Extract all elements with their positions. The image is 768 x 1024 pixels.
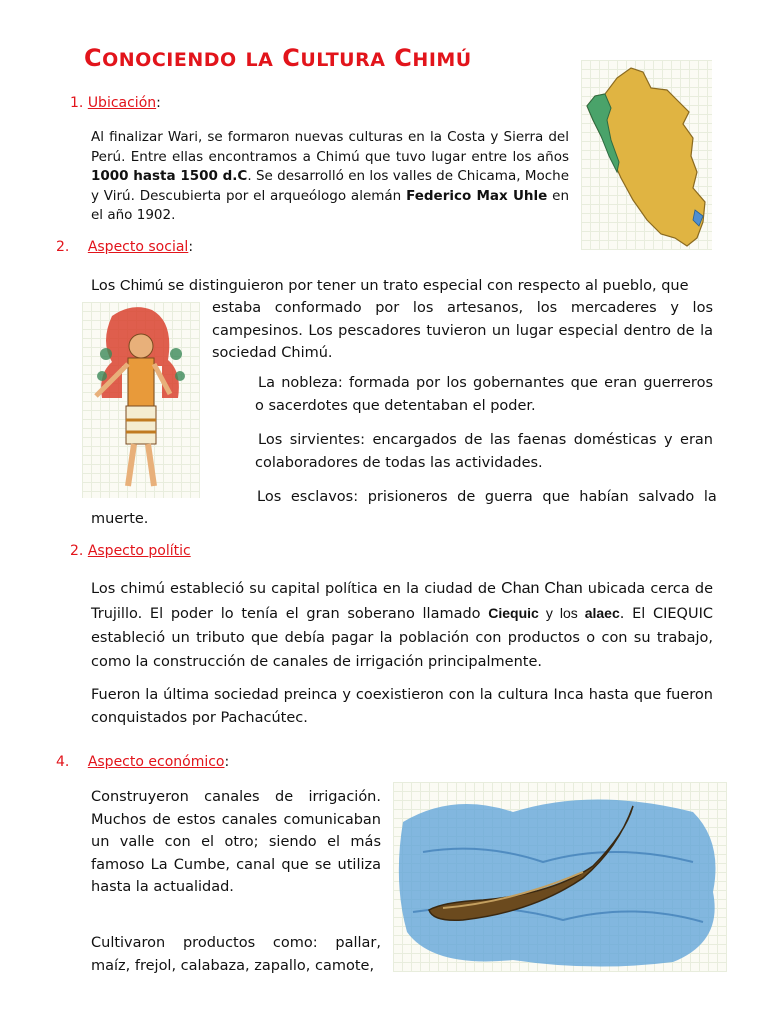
politico-paragraph-2: Fueron la última sociedad preinca y coexistieron con la cultura Inca hasta que fueron conquistados por Pachacútec. (91, 687, 713, 726)
ubicacion-paragraph: Al finalizar Wari, se formaron nuevas culturas en la Costa y Sierra del Perú. Entre ellas encontramos a Chimú que tuvo lugar entre los años 1000 hasta 1500 d.C. Se desarrolló en los valles de Chicama, Moche y Virú. Descubierta por el arqueólogo alemán Federico Max Uhle en el año 1902. (91, 129, 570, 223)
social-composition-paragraph: estaba conformado por los artesanos, los mercaderes y los campesinos. Los pescadores tuvieron un lugar especial dentro de la sociedad Chimú. (212, 300, 713, 361)
economico-paragraph: Construyeron canales de irrigación. Muchos de estos canales comunicaban un valle con el otro; siendo el más famoso La Cumbe, canal que se utiliza hasta la actualidad. (91, 789, 381, 895)
page-title: CONOCIENDO LA CULTURA CHIMÚ (84, 44, 472, 72)
economico-paragraph-2: Cultivaron productos como: pallar, maíz, frejol, calabaza, zapallo, camote, (91, 935, 381, 974)
nobleza-paragraph: La nobleza: formada por los gobernantes que eran guerreros o sacerdotes que detentaban el poder. (255, 375, 713, 414)
social-link[interactable]: Aspecto social (87, 239, 189, 255)
section-heading-politico: 2. Aspecto polític (70, 543, 191, 559)
politico-link[interactable]: Aspecto polític (87, 543, 191, 559)
politico-paragraph: Los chimú estableció su capital política en la ciudad de Chan Chan ubicada cerca de Trujillo. El poder lo tenía el gran soberano llamado Ciequic y los alaec. El CIEQUIC estableció un tributo que debía pagar la población con productos o con su trabajo, como la construcción de canales de irrigación principalmente. (91, 580, 713, 670)
map-icon (581, 60, 712, 250)
social-intro-line: Los Chimú se distinguieron por tener un trato especial con respecto al pueblo, que (91, 277, 689, 294)
section-heading-social: 2. Aspecto social: (56, 239, 194, 255)
section-heading-economico: 4. Aspecto económico: (56, 754, 230, 770)
warrior-icon (82, 302, 200, 498)
reed-boat-image (393, 782, 727, 972)
peru-map-image (581, 60, 712, 250)
esclavos-paragraph-end: muerte. (91, 511, 149, 527)
ubicacion-link[interactable]: Ubicación (87, 95, 157, 111)
warrior-image (82, 302, 200, 498)
sirvientes-paragraph: Los sirvientes: encargados de las faenas domésticas y eran colaboradores de todas las actividades. (255, 432, 713, 471)
section-heading-ubicacion: 1. Ubicación: (70, 95, 161, 111)
esclavos-paragraph: Los esclavos: prisioneros de guerra que habían salvado la (257, 489, 717, 505)
boat-icon (393, 782, 727, 972)
economico-link[interactable]: Aspecto económico (87, 754, 225, 770)
